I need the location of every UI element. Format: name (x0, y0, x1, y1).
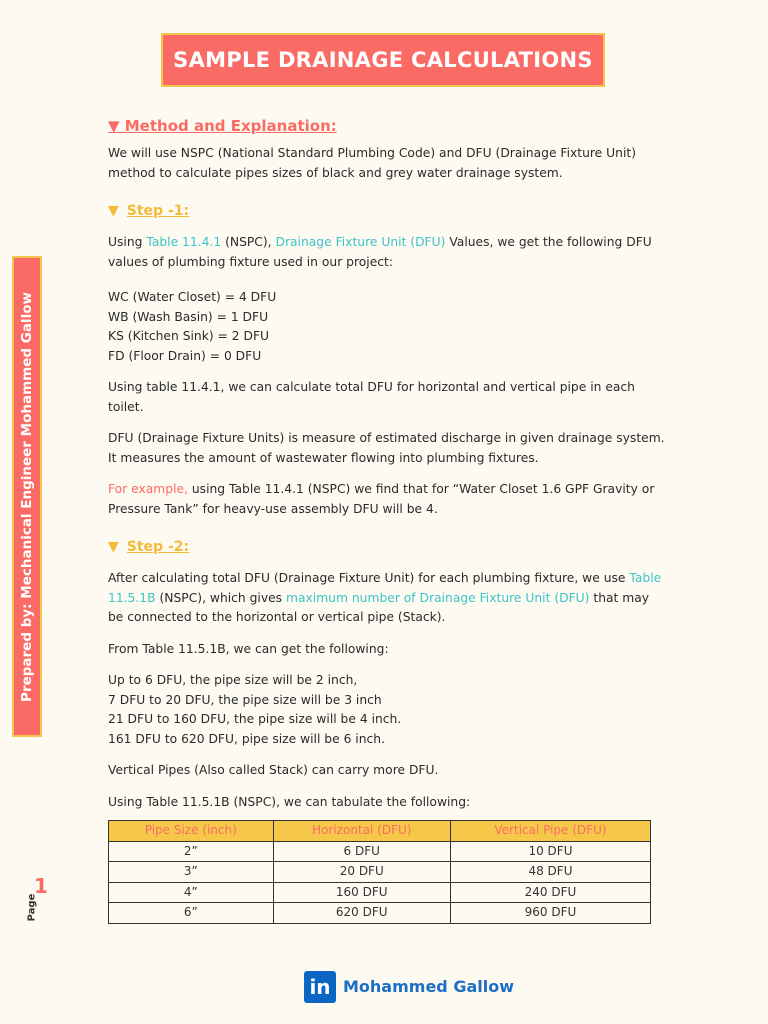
page-number: 1 (34, 874, 48, 898)
triangle-down-icon: ▼ (108, 203, 119, 219)
table-header-row (109, 821, 651, 842)
footer-profile[interactable] (304, 970, 514, 1003)
step1-intro (108, 233, 668, 272)
list-item: 7 DFU to 20 DFU, the pipe size will be 3 inch (108, 692, 382, 707)
main-content (108, 116, 668, 924)
list-item: 21 DFU to 160 DFU, the pipe size will be 4 inch. (108, 712, 402, 726)
dfu-values-link: Drainage Fixture Unit (DFU) (275, 235, 446, 249)
step1-heading (108, 201, 668, 221)
list-item: WC (Water Closet) = 4 DFU (108, 290, 277, 304)
method-text: We will use NSPC (National Standard Plumbing Code) and DFU (Drainage Fixture Unit) method to calculate pipes sizes of black and grey water drainage system. (108, 146, 636, 180)
page-word: Page (26, 893, 38, 922)
max-dfu-link: maximum number of Drainage Fixture Unit (DFU) (286, 590, 590, 605)
step1-para3: DFU (Drainage Fixture Units) is measure of estimated discharge in given drainage system. It measures the amount of wastewater flowing into plumbing fixtures. (108, 431, 665, 465)
table-cell: 6 DFU (273, 841, 450, 862)
step2-intro (108, 569, 668, 628)
author-sidebar (12, 256, 42, 737)
table-cell: 10 DFU (450, 841, 650, 862)
linkedin-icon[interactable]: in (304, 971, 336, 1003)
tabulate-text: Using Table 11.5.1B (NSPC), we can tabulate the following: (108, 794, 471, 809)
step1-intro-c: Values, we get the following DFU values of plumbing fixture used in our project: (108, 235, 652, 269)
table-cell: 20 DFU (273, 862, 450, 883)
table-row (109, 882, 651, 903)
table-cell: 3” (109, 862, 274, 883)
example-label: For example, (108, 482, 188, 496)
page-title: SAMPLE DRAINAGE CALCULATIONS (161, 33, 605, 87)
step1-label: Step -1: (126, 203, 190, 219)
step2-heading (108, 537, 668, 557)
list-item: KS (Kitchen Sink) = 2 DFU (108, 329, 270, 343)
table-cell: 240 DFU (450, 882, 650, 903)
step2-intro-a: After calculating total DFU (Drainage Fixture Unit) for each plumbing fixture, we use (108, 571, 630, 585)
fixture-list (108, 288, 668, 366)
page-number-label (22, 874, 52, 930)
table-cell: 48 DFU (450, 862, 650, 883)
header-horizontal: Horizontal (DFU) (273, 821, 450, 842)
table-cell: 160 DFU (273, 882, 450, 903)
list-item: Up to 6 DFU, the pipe size will be 2 inch, (108, 673, 358, 687)
table-row (109, 862, 651, 883)
step1-example (108, 480, 668, 519)
footer-author-name[interactable]: Mohammed Gallow (343, 977, 514, 996)
dfu-table (108, 820, 651, 924)
step1-intro-b: (NSPC), (221, 235, 276, 249)
list-item: 161 DFU to 620 DFU, pipe size will be 6 inch. (108, 731, 385, 746)
header-vertical: Vertical Pipe (DFU) (450, 821, 650, 842)
triangle-down-icon: ▼ (108, 539, 119, 555)
list-item: FD (Floor Drain) = 0 DFU (108, 348, 262, 363)
table-cell: 2” (109, 841, 274, 862)
step2-intro-c: that may be connected to the horizontal or vertical pipe (Stack). (108, 590, 650, 624)
table-cell: 960 DFU (450, 903, 650, 924)
table-11-4-1-link: Table 11.4.1 (146, 235, 222, 249)
step2-label: Step -2: (126, 539, 190, 555)
author-credit: Prepared by: Mechanical Engineer Mohammed Gallow (19, 291, 35, 702)
table-cell: 6” (109, 903, 274, 924)
step2-intro-b: (NSPC), which gives (155, 590, 287, 605)
table-cell: 4” (109, 882, 274, 903)
header-pipe-size: Pipe Size (inch) (109, 821, 274, 842)
table-cell: 620 DFU (273, 903, 450, 924)
step1-intro-a: Using (108, 235, 147, 249)
list-item: WB (Wash Basin) = 1 DFU (108, 309, 269, 324)
example-text: using Table 11.4.1 (NSPC) we find that for “Water Closet 1.6 GPF Gravity or Pressure Tank” for heavy-use assembly DFU will be 4. (108, 482, 655, 516)
table-row (109, 841, 651, 862)
table-row (109, 903, 651, 924)
from-table-text: From Table 11.5.1B, we can get the following: (108, 641, 389, 656)
method-heading: ▼ Method and Explanation: (108, 117, 337, 135)
pipe-size-list (108, 671, 668, 749)
step1-para2: Using table 11.4.1, we can calculate total DFU for horizontal and vertical pipe in each toilet. (108, 380, 635, 414)
vertical-note: Vertical Pipes (Also called Stack) can carry more DFU. (108, 763, 439, 777)
table-11-5-1b-link: Table 11.5.1B (108, 571, 662, 605)
